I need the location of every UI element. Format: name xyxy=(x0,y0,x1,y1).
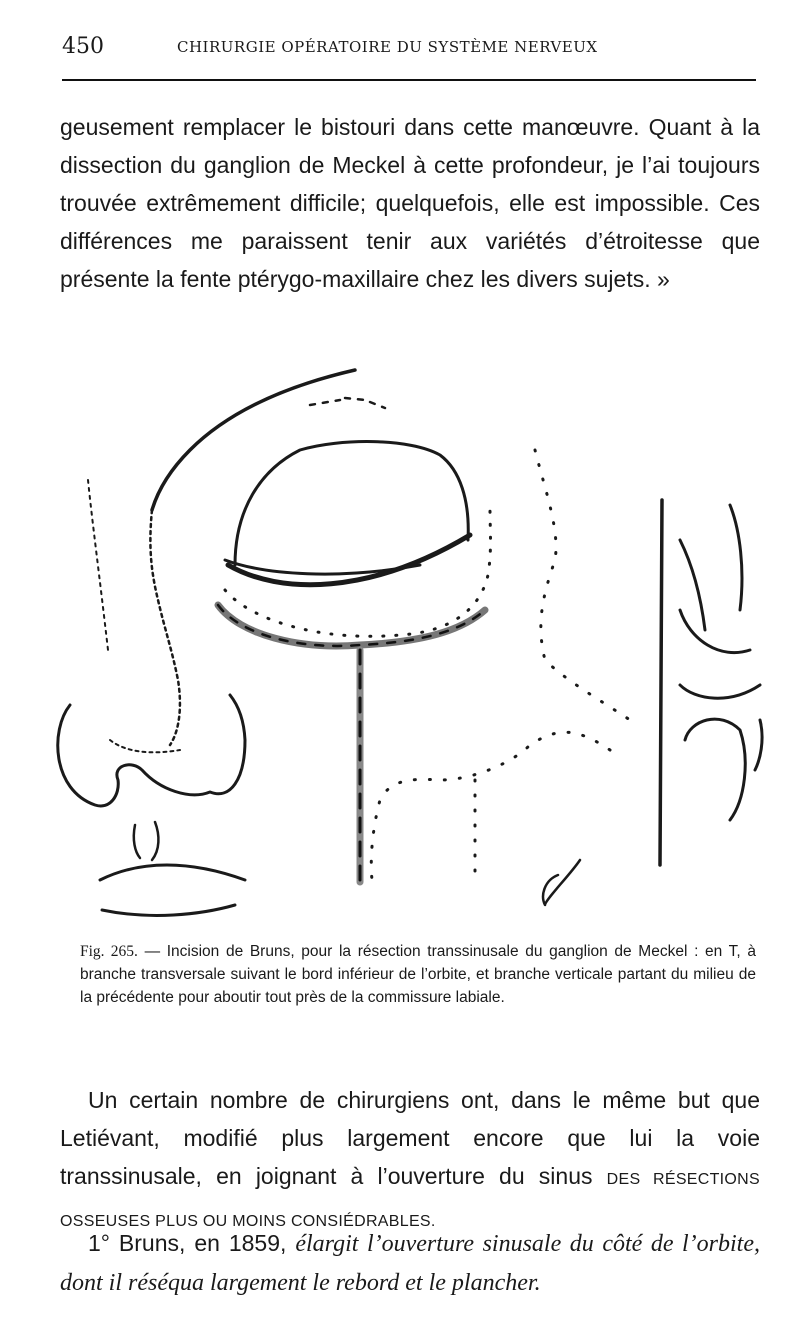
incision-transverse-marks xyxy=(218,605,485,646)
figure-265-illustration xyxy=(40,360,780,930)
ear-curl-4 xyxy=(685,719,745,820)
nose-bridge xyxy=(150,510,180,745)
ear-curl-5 xyxy=(755,720,762,770)
brow-dashes xyxy=(310,398,385,408)
cheek-dotted xyxy=(535,450,630,720)
ear-curl-1 xyxy=(680,505,742,630)
lip-line xyxy=(134,822,159,860)
figure-caption xyxy=(80,940,756,1009)
nose-tip xyxy=(58,695,245,806)
ear-curl-2 xyxy=(680,610,750,653)
lower-lip xyxy=(102,905,235,915)
paragraph-2-small-caps: DES RÉSECTIONS OSSEUSES PLUS OU MOINS CONSIÉDRABLES. xyxy=(60,1171,761,1230)
page-number: 450 xyxy=(62,34,104,59)
ear-curl-3 xyxy=(680,685,760,698)
figure-caption-text: — Incision de Bruns, pour la résection transsinusale du ganglion de Meckel : en T, à branche transversale suivant le bord inférieur de l’orbite, et branche verticale partant du milieu de la précédente pour aboutir tout près de la commissure labiale. xyxy=(80,943,756,1006)
nostril xyxy=(110,740,180,752)
eye-lash-line xyxy=(228,535,470,585)
incision-drawing xyxy=(40,360,780,930)
brow-outline xyxy=(152,370,355,510)
paragraph-3 xyxy=(60,1224,760,1302)
running-head xyxy=(62,34,758,62)
paragraph-2-text: Un certain nombre de chirurgiens ont, dans le même but que Letiévant, modifié plus largement encore que lui la voie transsinusale, en joignant à l’ouverture du sinus xyxy=(60,1087,760,1189)
header-rule xyxy=(62,79,756,81)
running-title: CHIRURGIE OPÉRATOIRE DU SYSTÈME NERVEUX xyxy=(177,38,598,56)
hook-mark xyxy=(543,860,580,905)
eye-upper-lid xyxy=(235,442,468,565)
ear-line xyxy=(660,500,662,865)
jaw-dotted xyxy=(371,732,610,880)
paragraph-3-lead: 1° Bruns, en 1859, xyxy=(88,1230,287,1256)
figure-label: Fig. 265. xyxy=(80,943,138,960)
paragraph-3-italic: élargit l’ouverture sinusale du côté de l’orbite, dont il réséqua largement le rebord et le plancher. xyxy=(60,1231,761,1296)
paragraph-1: geusement remplacer le bistouri dans cette manœuvre. Quant à la dissection du ganglion de Meckel à cette profondeur, je l’ai toujours trouvée extrêmement difficile; quelquefois, elle est impossible. Ces différences me paraissent tenir aux variétés d’étroitesse que présente la fente ptérygo-maxillaire chez les divers sujets. » xyxy=(60,114,760,292)
upper-lip xyxy=(100,865,245,880)
paragraph-2 xyxy=(60,1081,760,1241)
nose-shadow xyxy=(88,480,108,650)
incision-transverse xyxy=(218,605,485,646)
